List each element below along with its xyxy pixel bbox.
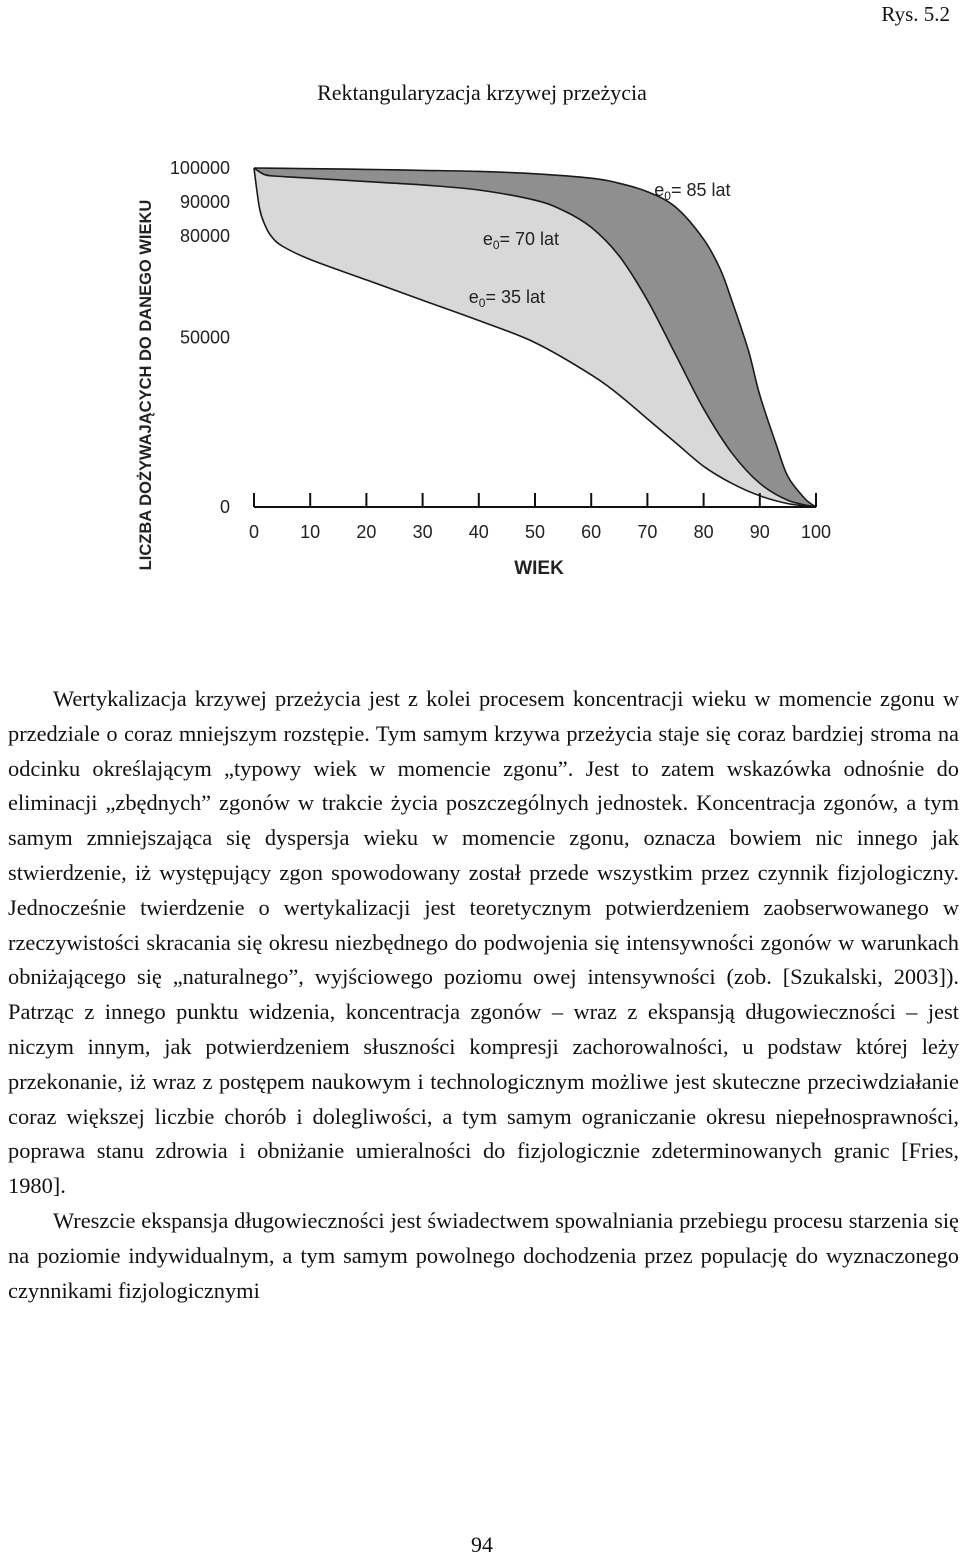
paragraph: Wreszcie ekspansja długowieczności jest świadectwem spowalniania przebiegu procesu starzenia się na poziomie indywidualnym, a tym samym powolnego dochodzenia przez populację do wyznaczonego czynnikami fizjologicznymi: [8, 1207, 959, 1303]
x-tick-label: 0: [248, 522, 260, 542]
x-tick-label: 30: [412, 522, 433, 542]
x-tick-label: 40: [468, 522, 489, 542]
figure-label: Rys. 5.2: [881, 2, 950, 26]
x-tick-label: 60: [581, 522, 602, 542]
y-tick-labels: [170, 158, 230, 517]
figure-title: Rektangularyzacja krzywej przeżycia: [317, 80, 647, 105]
survival-areas: [254, 168, 816, 507]
y-tick-label: 80000: [179, 225, 230, 246]
paragraph: Wertykalizacja krzywej przeżycia jest z kolei procesem koncentracji wieku w momencie zgonu w przedziale o coraz mniejszym rozstępie. Tym samym krzywa przeżycia staje się coraz bardziej stroma na odcinku określającym „typowy wiek w momencie zgonu”. Jest to zatem wskazówka odnośnie do eliminacji „zbędnych” zgonów w trakcie życia poszczególnych jednostek. Koncentracja zgonów, a tym samym zmniejszająca się dyspersja wieku w momencie zgonu, oznacza bowiem nic innego jak stwierdzenie, iż występujący zgon spowodowany został przede wszystkim przez czynnik fizjologiczny. Jednocześnie twierdzenie o wertykalizacji jest teoretycznym potwierdzeniem zaobserwowanego w rzeczywistości skracania się okresu niezbędnego do podwojenia się intensywności zgonów w warunkach obniżającego się „naturalnego”, wyjściowego poziomu owej intensywności (zob. [Szukalski, 2003]). Patrząc z innego punktu widzenia, koncentracja zgonów – wraz z ekspansją długowieczności – jest niczym innym, jak potwierdzeniem słuszności kompresji zachorowalności, u podstaw której leży przekonanie, iż wraz z postępem naukowym i technologicznym możliwe jest skuteczne przeciwdziałanie coraz większej liczbie chorób i dolegliwości, a tym samym ograniczanie okresu niepełnosprawności, poprawa stanu zdrowia i obniżanie umieralności do fizjologicznie zdeterminowanych granic [Fries, 1980].: [8, 686, 959, 1199]
y-tick-label: 100000: [169, 158, 230, 178]
y-tick-label: 90000: [179, 191, 230, 212]
x-tick-label: 10: [300, 522, 321, 542]
x-axis-label: WIEK: [514, 558, 564, 579]
page-number: 94: [471, 1532, 493, 1557]
survival-curve-chart: [0, 120, 960, 620]
x-tick-label: 80: [693, 522, 714, 542]
y-axis-label: LICZBA DOŻYWAJĄCYCH DO DANEGO WIEKU: [137, 199, 155, 571]
x-tick-label: 20: [356, 522, 377, 542]
series-label: $e_0= 70$ lat: [482, 229, 560, 253]
y-tick-label: 0: [219, 497, 230, 517]
x-tick-labels: [249, 522, 831, 542]
body-text: [8, 682, 959, 1308]
y-tick-label: 50000: [179, 327, 230, 348]
x-tick-label: 50: [524, 522, 546, 542]
x-tick-label: 90: [749, 522, 770, 542]
series-label: $e_0= 35$ lat: [468, 286, 546, 310]
x-tick-label: 100: [800, 522, 832, 542]
x-tick-label: 70: [637, 522, 658, 542]
series-label: $e_0= 85$ lat: [654, 180, 731, 204]
